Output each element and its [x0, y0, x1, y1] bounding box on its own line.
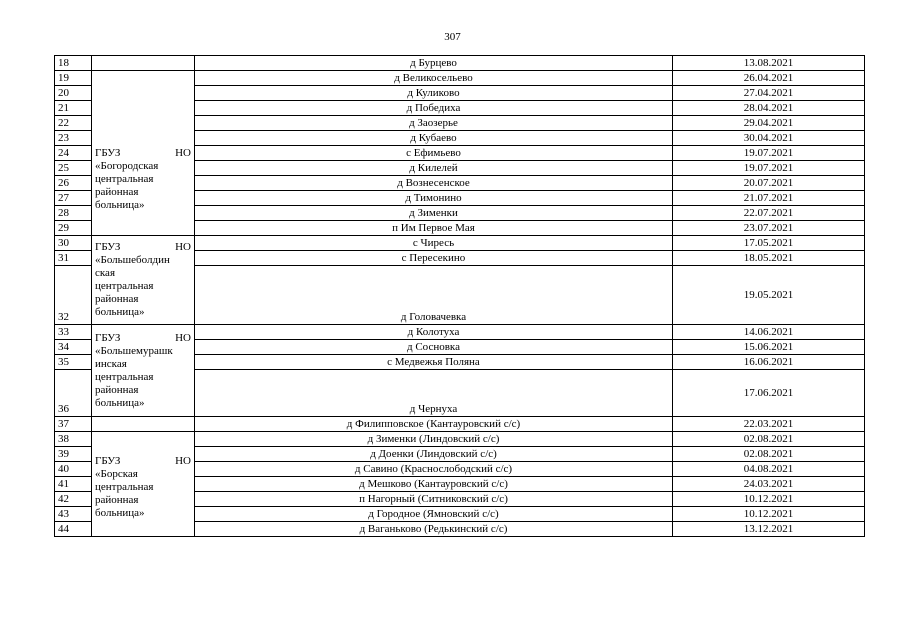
row-number: 30: [55, 236, 92, 251]
locality-name: п Нагорный (Ситниковский с/с): [195, 492, 673, 507]
row-number: 35: [55, 355, 92, 370]
visit-date: 02.08.2021: [673, 447, 865, 462]
row-number: 34: [55, 340, 92, 355]
organization-type: ГБУЗ: [95, 455, 121, 467]
visit-date: 26.04.2021: [673, 71, 865, 86]
row-number: 37: [55, 417, 92, 432]
locality-name: д Победиха: [195, 101, 673, 116]
row-number: 24: [55, 146, 92, 161]
locality-name: д Доенки (Линдовский с/с): [195, 447, 673, 462]
visit-date: 20.07.2021: [673, 176, 865, 191]
row-number: 26: [55, 176, 92, 191]
row-number: 33: [55, 325, 92, 340]
visit-date: 10.12.2021: [673, 507, 865, 522]
table-row: [55, 417, 865, 432]
organization-name-line: больница»: [95, 198, 145, 211]
visit-date: 23.07.2021: [673, 221, 865, 236]
visit-date: 18.05.2021: [673, 251, 865, 266]
locality-name: д Зименки: [195, 206, 673, 221]
organization-cell: [92, 236, 195, 325]
row-number: 21: [55, 101, 92, 116]
locality-name: д Савино (Краснослободский с/с): [195, 462, 673, 477]
locality-name: д Вознесенское: [195, 176, 673, 191]
organization-type: ГБУЗ: [95, 146, 121, 159]
locality-name: с Медвежья Поляна: [195, 355, 673, 370]
visit-date: 13.12.2021: [673, 522, 865, 537]
organization-name-line: районная: [95, 383, 139, 396]
visit-date: 02.08.2021: [673, 432, 865, 447]
organization-cell: [92, 432, 195, 537]
row-number: 28: [55, 206, 92, 221]
organization-cell: [92, 71, 195, 236]
row-number: 20: [55, 86, 92, 101]
organization-name-line: больница»: [95, 507, 145, 519]
row-number: 29: [55, 221, 92, 236]
table-row: [55, 432, 865, 447]
row-number: 39: [55, 447, 92, 462]
row-number: 31: [55, 251, 92, 266]
organization-region: НО: [175, 241, 191, 253]
visit-date: 24.03.2021: [673, 477, 865, 492]
organization-name-line: «Борская: [95, 468, 138, 480]
organization-name-line: районная: [95, 494, 139, 506]
visit-date: 19.07.2021: [673, 161, 865, 176]
organization-name-line: центральная: [95, 280, 154, 292]
facility-schedule-table: [54, 55, 865, 537]
row-number: 19: [55, 71, 92, 86]
visit-date: 17.06.2021: [673, 370, 865, 417]
row-number: 22: [55, 116, 92, 131]
visit-date: 16.06.2021: [673, 355, 865, 370]
row-number: 43: [55, 507, 92, 522]
row-number: 42: [55, 492, 92, 507]
visit-date: 22.07.2021: [673, 206, 865, 221]
organization-name-line: больница»: [95, 396, 145, 409]
organization-name-line: районная: [95, 185, 139, 198]
visit-date: 19.07.2021: [673, 146, 865, 161]
row-number: 18: [55, 56, 92, 71]
table-row: [55, 56, 865, 71]
organization-name-line: ская: [95, 267, 116, 279]
locality-name: д Городное (Ямновский с/с): [195, 507, 673, 522]
visit-date: 19.05.2021: [673, 266, 865, 325]
locality-name: с Чиресь: [195, 236, 673, 251]
locality-name: д Ваганьково (Редькинский с/с): [195, 522, 673, 537]
organization-cell: [92, 417, 195, 432]
organization-cell: [92, 325, 195, 417]
organization-name-line: центральная: [95, 172, 154, 185]
row-number: 32: [55, 266, 92, 325]
organization-name-line: «Богородская: [95, 159, 159, 172]
row-number: 41: [55, 477, 92, 492]
row-number: 23: [55, 131, 92, 146]
locality-name: д Головачевка: [195, 266, 673, 325]
locality-name: д Чернуха: [195, 370, 673, 417]
locality-name: д Тимонино: [195, 191, 673, 206]
visit-date: 21.07.2021: [673, 191, 865, 206]
organization-name-line: «Большемурашк: [95, 344, 173, 357]
locality-name: п Им Первое Мая: [195, 221, 673, 236]
locality-name: д Филипповское (Кантауровский с/с): [195, 417, 673, 432]
locality-name: с Ефимьево: [195, 146, 673, 161]
organization-name-line: центральная: [95, 370, 154, 383]
organization-region: НО: [175, 455, 191, 467]
organization-name-line: центральная: [95, 481, 154, 493]
locality-name: д Кубаево: [195, 131, 673, 146]
organization-type: ГБУЗ: [95, 241, 121, 253]
table-row: [55, 236, 865, 251]
organization-region: НО: [175, 146, 191, 159]
locality-name: д Мешково (Кантауровский с/с): [195, 477, 673, 492]
organization-cell: [92, 56, 195, 71]
visit-date: 10.12.2021: [673, 492, 865, 507]
table-row: [55, 325, 865, 340]
visit-date: 14.06.2021: [673, 325, 865, 340]
locality-name: д Великосельево: [195, 71, 673, 86]
locality-name: д Колотуха: [195, 325, 673, 340]
locality-name: д Килелей: [195, 161, 673, 176]
visit-date: 28.04.2021: [673, 101, 865, 116]
visit-date: 04.08.2021: [673, 462, 865, 477]
organization-name-line: [95, 241, 191, 254]
locality-name: д Зименки (Линдовский с/с): [195, 432, 673, 447]
organization-region: НО: [175, 331, 191, 344]
organization-name-line: инская: [95, 357, 127, 370]
visit-date: 30.04.2021: [673, 131, 865, 146]
organization-name-line: районная: [95, 293, 139, 305]
row-number: 38: [55, 432, 92, 447]
locality-name: д Бурцево: [195, 56, 673, 71]
locality-name: с Пересекино: [195, 251, 673, 266]
organization-name: [95, 241, 191, 319]
locality-name: д Заозерье: [195, 116, 673, 131]
row-number: 27: [55, 191, 92, 206]
organization-name-line: [95, 332, 191, 345]
organization-name: [95, 332, 191, 410]
locality-name: д Куликово: [195, 86, 673, 101]
row-number: 44: [55, 522, 92, 537]
visit-date: 15.06.2021: [673, 340, 865, 355]
visit-date: 29.04.2021: [673, 116, 865, 131]
row-number: 25: [55, 161, 92, 176]
organization-name: [95, 448, 191, 520]
table-row: [55, 71, 865, 86]
organization-name-line: [95, 455, 191, 468]
organization-name-line: больница»: [95, 306, 145, 318]
locality-name: д Сосновка: [195, 340, 673, 355]
row-number: 40: [55, 462, 92, 477]
organization-type: ГБУЗ: [95, 331, 121, 344]
organization-name-line: «Большеболдин: [95, 254, 170, 266]
visit-date: 22.03.2021: [673, 417, 865, 432]
page-number: 307: [444, 31, 461, 43]
visit-date: 17.05.2021: [673, 236, 865, 251]
organization-name: [95, 95, 191, 212]
row-number: 36: [55, 370, 92, 417]
visit-date: 13.08.2021: [673, 56, 865, 71]
organization-name-line: [95, 147, 191, 160]
visit-date: 27.04.2021: [673, 86, 865, 101]
